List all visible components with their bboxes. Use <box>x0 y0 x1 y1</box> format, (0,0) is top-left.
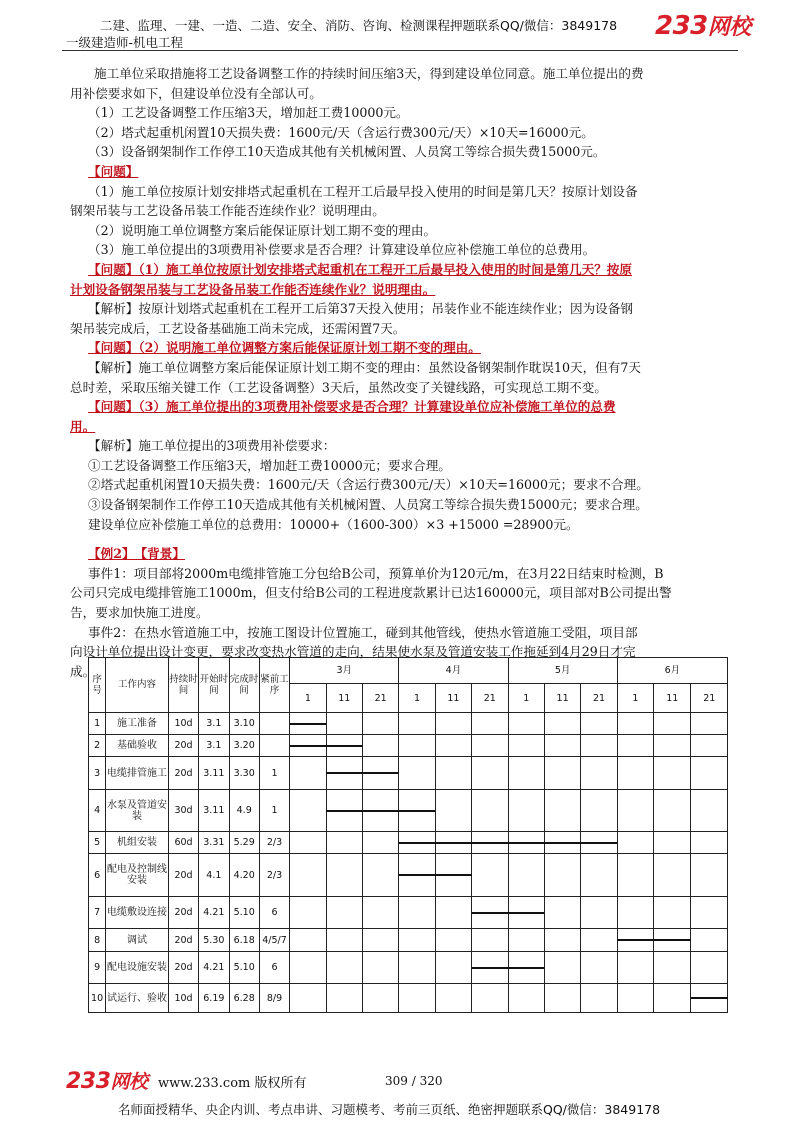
timeline-cell <box>290 951 326 984</box>
row-start: 4.21 <box>199 951 229 984</box>
timeline-cell <box>326 790 362 832</box>
footer-copyright: www.233.com 版权所有 <box>158 1076 307 1091</box>
table-row <box>89 790 728 832</box>
header-divider <box>62 50 738 51</box>
row-task: 电缆敷设连接 <box>106 896 169 929</box>
day-header: 21 <box>581 684 617 713</box>
timeline-cell <box>435 951 471 984</box>
row-task: 电缆排管施工 <box>106 757 169 790</box>
row-start: 3.11 <box>199 790 229 832</box>
timeline-cell <box>472 929 508 951</box>
timeline-cell <box>326 854 362 896</box>
timeline-cell <box>544 929 580 951</box>
row-seq: 7 <box>89 896 106 929</box>
timeline-cell <box>362 984 398 1013</box>
timeline-cell <box>654 735 691 757</box>
gantt-table <box>88 657 728 1013</box>
event-2-line-1: 事件2：在热水管道施工中，按施工图设计位置施工，碰到其他管线，使热水管道施工受阻，项目部 <box>88 624 638 640</box>
header-subtitle: 一级建造师-机电工程 <box>66 35 184 50</box>
timeline-cell <box>654 757 691 790</box>
timeline-cell <box>326 984 362 1013</box>
row-duration: 10d <box>168 712 198 734</box>
day-header: 11 <box>326 684 362 713</box>
row-predecessor <box>259 735 289 757</box>
day-header: 1 <box>617 684 653 713</box>
analysis-1-line-1: 【解析】按原计划塔式起重机在工程开工后第37天投入使用；吊装作业不能连续作业；因为设备钢 <box>88 301 633 317</box>
day-header: 1 <box>290 684 326 713</box>
timeline-cell <box>544 832 580 854</box>
site-logo[interactable] <box>655 10 751 41</box>
claim-1: （1）工艺设备调整工作压缩3天，增加赶工费10000元。 <box>88 105 409 121</box>
row-end: 6.18 <box>229 929 259 951</box>
timeline-cell <box>472 790 508 832</box>
timeline-cell <box>362 757 398 790</box>
questions-label: 【问题】 <box>88 163 139 179</box>
row-duration: 20d <box>168 854 198 896</box>
row-seq: 10 <box>89 984 106 1013</box>
timeline-cell <box>326 832 362 854</box>
timeline-cell <box>399 929 435 951</box>
header-predecessor: 紧前工序 <box>259 658 289 713</box>
repeat-question-3-line-1: 【问题】（3）施工单位提出的3项费用补偿要求是否合理？计算建设单位应补偿施工单位的总费 <box>88 399 616 415</box>
timeline-cell <box>544 984 580 1013</box>
timeline-cell <box>691 929 728 951</box>
timeline-cell <box>508 735 544 757</box>
row-seq: 1 <box>89 712 106 734</box>
footer-logo-number: 233 <box>66 1069 111 1094</box>
timeline-cell <box>691 984 728 1013</box>
analysis-3-total: 建设单位应补偿施工单位的总费用：10000+（1600-300）×3 +15000 =28900元。 <box>88 516 579 532</box>
timeline-cell <box>399 854 435 896</box>
row-task: 施工准备 <box>106 712 169 734</box>
event-2-line-3: 成。 <box>70 663 96 679</box>
timeline-cell <box>326 712 362 734</box>
row-predecessor: 4/5/7 <box>259 929 289 951</box>
footer-logo-text: 网校 <box>110 1071 148 1093</box>
analysis-2-line-2: 总时差，采取压缩关键工作（工艺设备调整）3天后，虽然改变了关键线路，可实现总工期不变。 <box>70 379 607 395</box>
timeline-cell <box>472 951 508 984</box>
event-1-line-3: 告，要求加快施工进度。 <box>70 605 209 621</box>
timeline-cell <box>362 854 398 896</box>
table-row <box>89 929 728 951</box>
timeline-cell <box>581 735 617 757</box>
table-row <box>89 896 728 929</box>
row-duration: 20d <box>168 951 198 984</box>
row-start: 5.30 <box>199 929 229 951</box>
logo-number: 233 <box>655 11 708 41</box>
timeline-cell <box>581 712 617 734</box>
timeline-cell <box>326 896 362 929</box>
document-body <box>70 64 742 681</box>
timeline-cell <box>581 790 617 832</box>
timeline-cell <box>435 832 471 854</box>
timeline-cell <box>399 790 435 832</box>
timeline-cell <box>544 735 580 757</box>
intro-line-1: 施工单位采取措施将工艺设备调整工作的持续时间压缩3天，得到建设单位同意。施工单位提出的费 <box>94 66 644 81</box>
timeline-cell <box>508 929 544 951</box>
row-duration: 10d <box>168 984 198 1013</box>
row-duration: 30d <box>168 790 198 832</box>
timeline-cell <box>508 854 544 896</box>
timeline-cell <box>435 712 471 734</box>
timeline-cell <box>472 896 508 929</box>
row-start: 3.1 <box>199 735 229 757</box>
row-end: 5.10 <box>229 951 259 984</box>
day-header: 21 <box>362 684 398 713</box>
timeline-cell <box>581 984 617 1013</box>
row-predecessor: 2/3 <box>259 854 289 896</box>
claim-2: （2）塔式起重机闲置10天损失费：1600元/天（含运行费300元/天）×10天=16000元。 <box>88 124 594 140</box>
claim-3: （3）设备钢架制作工作停工10天造成其他有关机械闲置、人员窝工等综合损失费15000元。 <box>88 144 606 160</box>
timeline-cell <box>326 735 362 757</box>
timeline-cell <box>544 854 580 896</box>
timeline-cell <box>508 896 544 929</box>
timeline-cell <box>472 712 508 734</box>
day-header: 11 <box>654 684 691 713</box>
timeline-cell <box>399 712 435 734</box>
timeline-cell <box>581 929 617 951</box>
event-1-line-2: 公司只完成电缆排管施工1000m，但支付给B公司的工程进度款累计已达160000元，项目部对B公司提出警 <box>70 585 672 601</box>
timeline-cell <box>472 854 508 896</box>
month-header: 4月 <box>399 658 508 684</box>
day-header: 1 <box>508 684 544 713</box>
timeline-cell <box>362 951 398 984</box>
timeline-cell <box>508 951 544 984</box>
table-row <box>89 951 728 984</box>
row-end: 3.30 <box>229 757 259 790</box>
timeline-cell <box>617 929 653 951</box>
row-duration: 20d <box>168 735 198 757</box>
table-row <box>89 832 728 854</box>
header-end: 完成时间 <box>229 658 259 713</box>
timeline-cell <box>399 896 435 929</box>
timeline-cell <box>435 757 471 790</box>
row-task: 机组安装 <box>106 832 169 854</box>
timeline-cell <box>290 854 326 896</box>
timeline-cell <box>399 984 435 1013</box>
timeline-cell <box>617 984 653 1013</box>
timeline-cell <box>581 832 617 854</box>
header-start: 开始时间 <box>199 658 229 713</box>
day-header: 11 <box>435 684 471 713</box>
row-start: 3.31 <box>199 832 229 854</box>
row-end: 3.10 <box>229 712 259 734</box>
month-header: 6月 <box>617 658 727 684</box>
row-seq: 8 <box>89 929 106 951</box>
timeline-cell <box>472 984 508 1013</box>
row-end: 4.9 <box>229 790 259 832</box>
timeline-cell <box>691 832 728 854</box>
row-predecessor: 6 <box>259 896 289 929</box>
timeline-cell <box>508 712 544 734</box>
timeline-cell <box>544 790 580 832</box>
timeline-cell <box>435 790 471 832</box>
question-1-line-2: 钢架吊装与工艺设备吊装工作能否连续作业？说明理由。 <box>70 203 385 219</box>
timeline-cell <box>362 790 398 832</box>
timeline-cell <box>435 984 471 1013</box>
row-task: 配电及控制线安装 <box>106 854 169 896</box>
repeat-question-1-line-1: 【问题】（1）施工单位按原计划安排塔式起重机在工程开工后最早投入使用的时间是第几天？按原 <box>88 261 632 277</box>
row-predecessor <box>259 712 289 734</box>
timeline-cell <box>435 735 471 757</box>
row-end: 6.28 <box>229 984 259 1013</box>
analysis-3-item-1: ①工艺设备调整工作压缩3天，增加赶工费10000元；要求合理。 <box>88 457 451 473</box>
timeline-cell <box>617 735 653 757</box>
gantt-schedule <box>88 657 728 1013</box>
row-task: 水泵及管道安装 <box>106 790 169 832</box>
row-start: 4.21 <box>199 896 229 929</box>
timeline-cell <box>290 832 326 854</box>
row-task: 配电设施安装 <box>106 951 169 984</box>
header-seq: 序号 <box>89 658 106 713</box>
timeline-cell <box>691 951 728 984</box>
timeline-cell <box>362 735 398 757</box>
timeline-cell <box>326 757 362 790</box>
timeline-cell <box>581 896 617 929</box>
day-header: 21 <box>472 684 508 713</box>
timeline-cell <box>654 929 691 951</box>
timeline-cell <box>472 832 508 854</box>
timeline-cell <box>290 984 326 1013</box>
timeline-cell <box>435 929 471 951</box>
timeline-cell <box>290 929 326 951</box>
timeline-cell <box>544 896 580 929</box>
analysis-1-line-2: 架吊装完成后，工艺设备基础施工尚未完成，还需闲置7天。 <box>70 320 406 336</box>
table-row <box>89 984 728 1013</box>
row-duration: 20d <box>168 896 198 929</box>
row-duration: 60d <box>168 832 198 854</box>
timeline-cell <box>617 854 653 896</box>
timeline-cell <box>399 757 435 790</box>
timeline-cell <box>581 757 617 790</box>
timeline-cell <box>691 757 728 790</box>
timeline-cell <box>508 832 544 854</box>
row-seq: 4 <box>89 790 106 832</box>
timeline-cell <box>617 832 653 854</box>
analysis-3-header: 【解析】施工单位提出的3项费用补偿要求： <box>88 438 336 454</box>
row-start: 3.11 <box>199 757 229 790</box>
intro-line-2: 用补偿要求如下，但建设单位没有全部认可。 <box>70 85 322 101</box>
timeline-cell <box>654 712 691 734</box>
timeline-cell <box>691 712 728 734</box>
row-start: 3.1 <box>199 712 229 734</box>
row-seq: 3 <box>89 757 106 790</box>
timeline-cell <box>362 712 398 734</box>
timeline-cell <box>617 790 653 832</box>
timeline-cell <box>581 854 617 896</box>
timeline-cell <box>617 712 653 734</box>
day-header: 21 <box>691 684 728 713</box>
row-task: 基础验收 <box>106 735 169 757</box>
row-predecessor: 6 <box>259 951 289 984</box>
row-end: 5.29 <box>229 832 259 854</box>
timeline-cell <box>654 896 691 929</box>
timeline-cell <box>508 790 544 832</box>
timeline-cell <box>290 790 326 832</box>
timeline-cell <box>654 951 691 984</box>
timeline-cell <box>290 735 326 757</box>
footer-promo: 名师面授精华、央企内训、考点串讲、习题模考、考前三页纸、绝密押题联系QQ/微信：3849178 <box>118 1102 661 1117</box>
timeline-cell <box>654 832 691 854</box>
timeline-cell <box>326 929 362 951</box>
timeline-cell <box>654 854 691 896</box>
header-duration: 持续时间 <box>168 658 198 713</box>
month-header: 5月 <box>508 658 617 684</box>
repeat-question-1-line-2: 计划设备钢架吊装与工艺设备吊装工作能否连续作业？说明理由。 <box>70 281 436 297</box>
row-predecessor: 8/9 <box>259 984 289 1013</box>
row-start: 4.1 <box>199 854 229 896</box>
logo-text: 网校 <box>707 15 751 40</box>
timeline-cell <box>581 951 617 984</box>
timeline-cell <box>362 896 398 929</box>
timeline-cell <box>472 757 508 790</box>
repeat-question-3-line-2: 用。 <box>70 418 96 434</box>
table-row <box>89 757 728 790</box>
timeline-cell <box>617 896 653 929</box>
timeline-cell <box>617 951 653 984</box>
page-number: 309 / 320 <box>385 1074 443 1088</box>
timeline-cell <box>472 735 508 757</box>
header-task: 工作内容 <box>106 658 169 713</box>
table-row <box>89 854 728 896</box>
timeline-cell <box>362 832 398 854</box>
timeline-cell <box>544 951 580 984</box>
event-2-line-2: 向设计单位提出设计变更，要求改变热水管道的走向，结果使水泵及管道安装工作拖延到4月29日才完 <box>70 644 636 660</box>
timeline-cell <box>290 896 326 929</box>
row-start: 6.19 <box>199 984 229 1013</box>
analysis-3-item-2: ②塔式起重机闲置10天损失费：1600元/天（含运行费300元/天）×10天=16000元；要求不合理。 <box>88 477 649 493</box>
analysis-2-line-1: 【解析】施工单位调整方案后能保证原计划工期不变的理由：虽然设备钢架制作耽误10天，但有7天 <box>88 359 641 375</box>
timeline-cell <box>399 735 435 757</box>
timeline-cell <box>290 712 326 734</box>
header-promo: 二建、监理、一建、一造、二造、安全、消防、咨询、检测课程押题联系QQ/微信：3849178 <box>100 18 618 33</box>
timeline-cell <box>654 790 691 832</box>
row-seq: 5 <box>89 832 106 854</box>
row-seq: 6 <box>89 854 106 896</box>
row-end: 4.20 <box>229 854 259 896</box>
timeline-cell <box>362 929 398 951</box>
timeline-cell <box>326 951 362 984</box>
timeline-cell <box>435 896 471 929</box>
row-task: 调试 <box>106 929 169 951</box>
timeline-cell <box>691 896 728 929</box>
timeline-cell <box>544 757 580 790</box>
row-duration: 20d <box>168 757 198 790</box>
row-predecessor: 1 <box>259 757 289 790</box>
repeat-question-2: 【问题】（2）说明施工单位调整方案后能保证原计划工期不变的理由。 <box>88 340 481 356</box>
row-seq: 9 <box>89 951 106 984</box>
timeline-cell <box>691 735 728 757</box>
table-row <box>89 712 728 734</box>
event-1-line-1: 事件1：项目部将2000m电缆排管施工分包给B公司，预算单价为120元/m，在3月22日结束时检测，B <box>88 565 664 581</box>
month-header: 3月 <box>290 658 399 684</box>
timeline-cell <box>508 984 544 1013</box>
footer-logo[interactable] <box>66 1067 147 1094</box>
timeline-cell <box>399 951 435 984</box>
day-header: 11 <box>544 684 580 713</box>
row-end: 3.20 <box>229 735 259 757</box>
question-3: （3）施工单位提出的3项费用补偿要求是否合理？计算建设单位应补偿施工单位的总费用。 <box>88 242 596 258</box>
timeline-cell <box>399 832 435 854</box>
row-end: 5.10 <box>229 896 259 929</box>
timeline-cell <box>654 984 691 1013</box>
timeline-cell <box>435 854 471 896</box>
row-predecessor: 1 <box>259 790 289 832</box>
row-seq: 2 <box>89 735 106 757</box>
timeline-cell <box>290 757 326 790</box>
timeline-cell <box>544 712 580 734</box>
example-2-label: 【例2】 【背景】 <box>88 546 185 562</box>
analysis-3-item-3: ③设备钢架制作工作停工10天造成其他有关机械闲置、人员窝工等综合损失费15000元；要求合理。 <box>88 497 648 513</box>
row-task: 试运行、验收 <box>106 984 169 1013</box>
question-2: （2）说明施工单位调整方案后能保证原计划工期不变的理由。 <box>88 222 437 238</box>
timeline-cell <box>508 757 544 790</box>
table-row <box>89 735 728 757</box>
question-1-line-1: （1）施工单位按原计划安排塔式起重机在工程开工后最早投入使用的时间是第几天？按原计划设备 <box>88 183 638 199</box>
timeline-cell <box>691 854 728 896</box>
timeline-cell <box>691 790 728 832</box>
row-duration: 20d <box>168 929 198 951</box>
row-predecessor: 2/3 <box>259 832 289 854</box>
timeline-cell <box>617 757 653 790</box>
day-header: 1 <box>399 684 435 713</box>
